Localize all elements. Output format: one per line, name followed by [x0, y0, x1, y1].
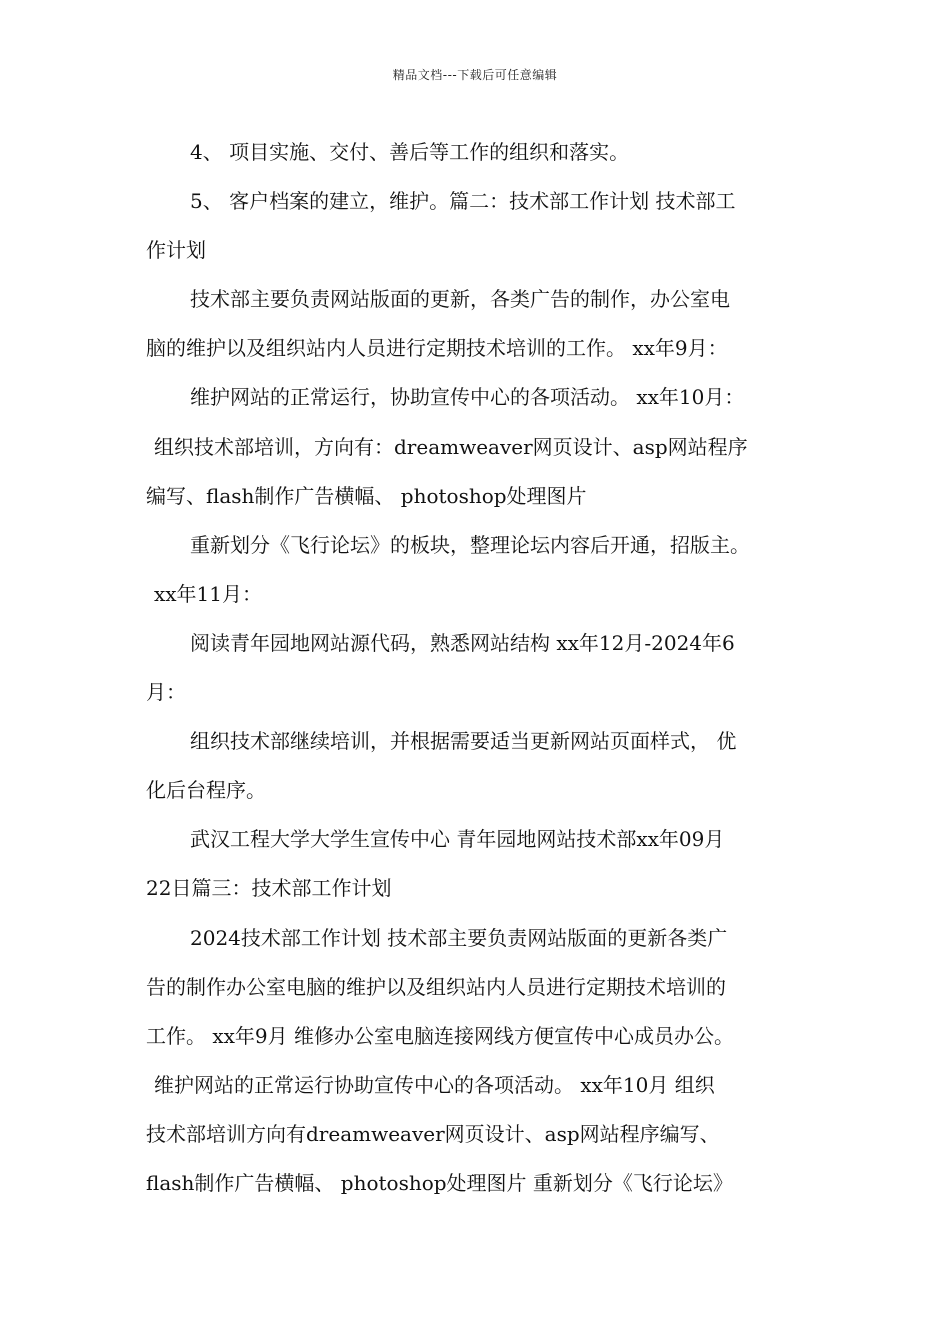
text-line: 化后台程序。 — [146, 778, 266, 803]
text-line: 工作。 xx年9月 维修办公室电脑连接网线方便宣传中心成员办公。 — [146, 1023, 734, 1048]
text-line: 重新划分《飞行论坛》的板块，整理论坛内容后开通，招版主。 — [190, 532, 750, 557]
text-line: 武汉工程大学大学生宣传中心 青年园地网站技术部xx年09月 — [190, 827, 725, 852]
text-line: 维护网站的正常运行协助宣传中心的各项活动。 xx年10月 组织 — [154, 1072, 715, 1097]
text-line: 技术部主要负责网站版面的更新，各类广告的制作，办公室电 — [190, 287, 730, 312]
document-body — [146, 128, 811, 1208]
text-line: 22日篇三：技术部工作计划 — [146, 876, 392, 901]
text-line: flash制作广告横幅、 photoshop处理图片 重新划分《飞行论坛》 — [146, 1170, 733, 1195]
text-line: 作计划 — [146, 238, 206, 263]
text-line: 编写、flash制作广告横幅、 photoshop处理图片 — [146, 483, 587, 508]
text-line: 脑的维护以及组织站内人员进行定期技术培训的工作。 xx年9月： — [146, 336, 728, 361]
text-line: 2024技术部工作计划 技术部主要负责网站版面的更新各类广 — [190, 925, 728, 950]
text-line: 告的制作办公室电脑的维护以及组织站内人员进行定期技术培训的 — [146, 974, 726, 999]
text-line: xx年11月： — [154, 581, 263, 606]
text-line: 5、 客户档案的建立，维护。篇二：技术部工作计划 技术部工 — [190, 189, 736, 214]
text-line: 4、 项目实施、交付、善后等工作的组织和落实。 — [190, 140, 630, 164]
text-line: 技术部培训方向有dreamweaver网页设计、asp网站程序编写、 — [146, 1121, 720, 1146]
text-line: 阅读青年园地网站源代码，熟悉网站结构 xx年12月-2024年6 — [190, 630, 735, 655]
text-line: 组织技术部培训，方向有：dreamweaver网页设计、asp网站程序 — [154, 434, 748, 459]
text-line: 组织技术部继续培训，并根据需要适当更新网站页面样式， 优 — [190, 729, 737, 754]
page-header: 精品文档---下载后可任意编辑 — [392, 68, 558, 82]
text-line: 月： — [146, 680, 186, 705]
text-line: 维护网站的正常运行，协助宣传中心的各项活动。 xx年10月： — [190, 385, 745, 410]
